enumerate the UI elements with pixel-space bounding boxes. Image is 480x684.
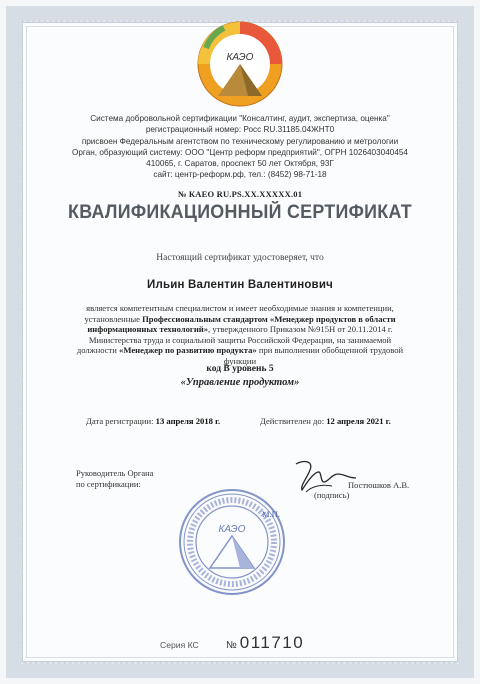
org-line: присвоен Федеральным агентством по техническому регулированию и метрологии — [81, 136, 399, 146]
registration-date-label: Дата регистрации: — [86, 416, 154, 426]
number-sign: № — [226, 640, 237, 651]
mp-mark: М.П. — [262, 509, 280, 519]
registration-date — [86, 416, 220, 426]
organ-head-line: по сертификации: — [76, 479, 141, 489]
labor-function: «Управление продуктом» — [180, 377, 300, 388]
holder-name: Ильин Валентин Валентинович — [147, 279, 333, 291]
signature-caption: (подпись) — [314, 490, 350, 500]
qualification-code: код В уровень 5 — [206, 364, 274, 374]
org-line: 410065, г. Саратов, проспект 50 лет Октября, 93Г — [146, 159, 334, 169]
org-line: Орган, образующий систему: ООО "Центр реформ предприятий", ОГРН 1026403040454 — [72, 147, 408, 157]
body-text: при выполнении обобщенной трудовой функции — [223, 345, 404, 366]
seal-label: КАЭО — [218, 524, 246, 535]
certificate-title: КВАЛИФИКАЦИОННЫЙ СЕРТИФИКАТ — [68, 202, 412, 223]
body-text: является компетентным специалистом и имеет необходимые знания и компетенции, установленные — [84, 303, 394, 324]
kaeo-logo-icon — [196, 20, 284, 108]
seal-stamp-icon — [178, 488, 286, 596]
org-line: регистрационный номер: Росс RU.31185.04ЖНТ0 — [145, 125, 335, 135]
signer-name: Постюшков А.В. — [348, 480, 410, 490]
valid-until-label: Действителен до: — [260, 416, 325, 426]
organization-block — [0, 113, 480, 181]
org-line: Система добровольной сертификации "Консалтинг, аудит, экспертиза, оценка" — [90, 114, 390, 123]
position-name: «Менеджер по развитию продукта» — [119, 345, 257, 356]
standard-name: Профессиональным стандартом «Менеджер продуктов в области информационных технологий» — [87, 313, 396, 335]
valid-until-value: 12 апреля 2021 г. — [326, 416, 391, 426]
serial-number-value: 011710 — [239, 633, 305, 652]
organ-head-line: Руководитель Органа — [76, 468, 154, 478]
registration-number: № КАЕО RU.PS.XX.XXXXX.01 — [177, 189, 303, 199]
intro-text: Настоящий сертификат удостоверяет, что — [156, 253, 324, 263]
serial-number — [226, 633, 304, 653]
org-line: сайт: центр-реформ.рф, тел.: (8452) 98-71-18 — [153, 170, 327, 180]
body-text: , утвержденного Приказом №915Н от 20.11.2014 г. Министерства труда и социальной защиты Российской Федерации, на занимаемой должности — [76, 324, 393, 356]
organ-head-label — [76, 468, 153, 490]
certificate-body — [72, 303, 408, 367]
valid-until-date — [260, 416, 391, 426]
series-label: Серия КС — [160, 640, 199, 650]
logo-label: КАЭО — [226, 52, 254, 63]
registration-date-value: 13 апреля 2018 г. — [155, 416, 221, 426]
